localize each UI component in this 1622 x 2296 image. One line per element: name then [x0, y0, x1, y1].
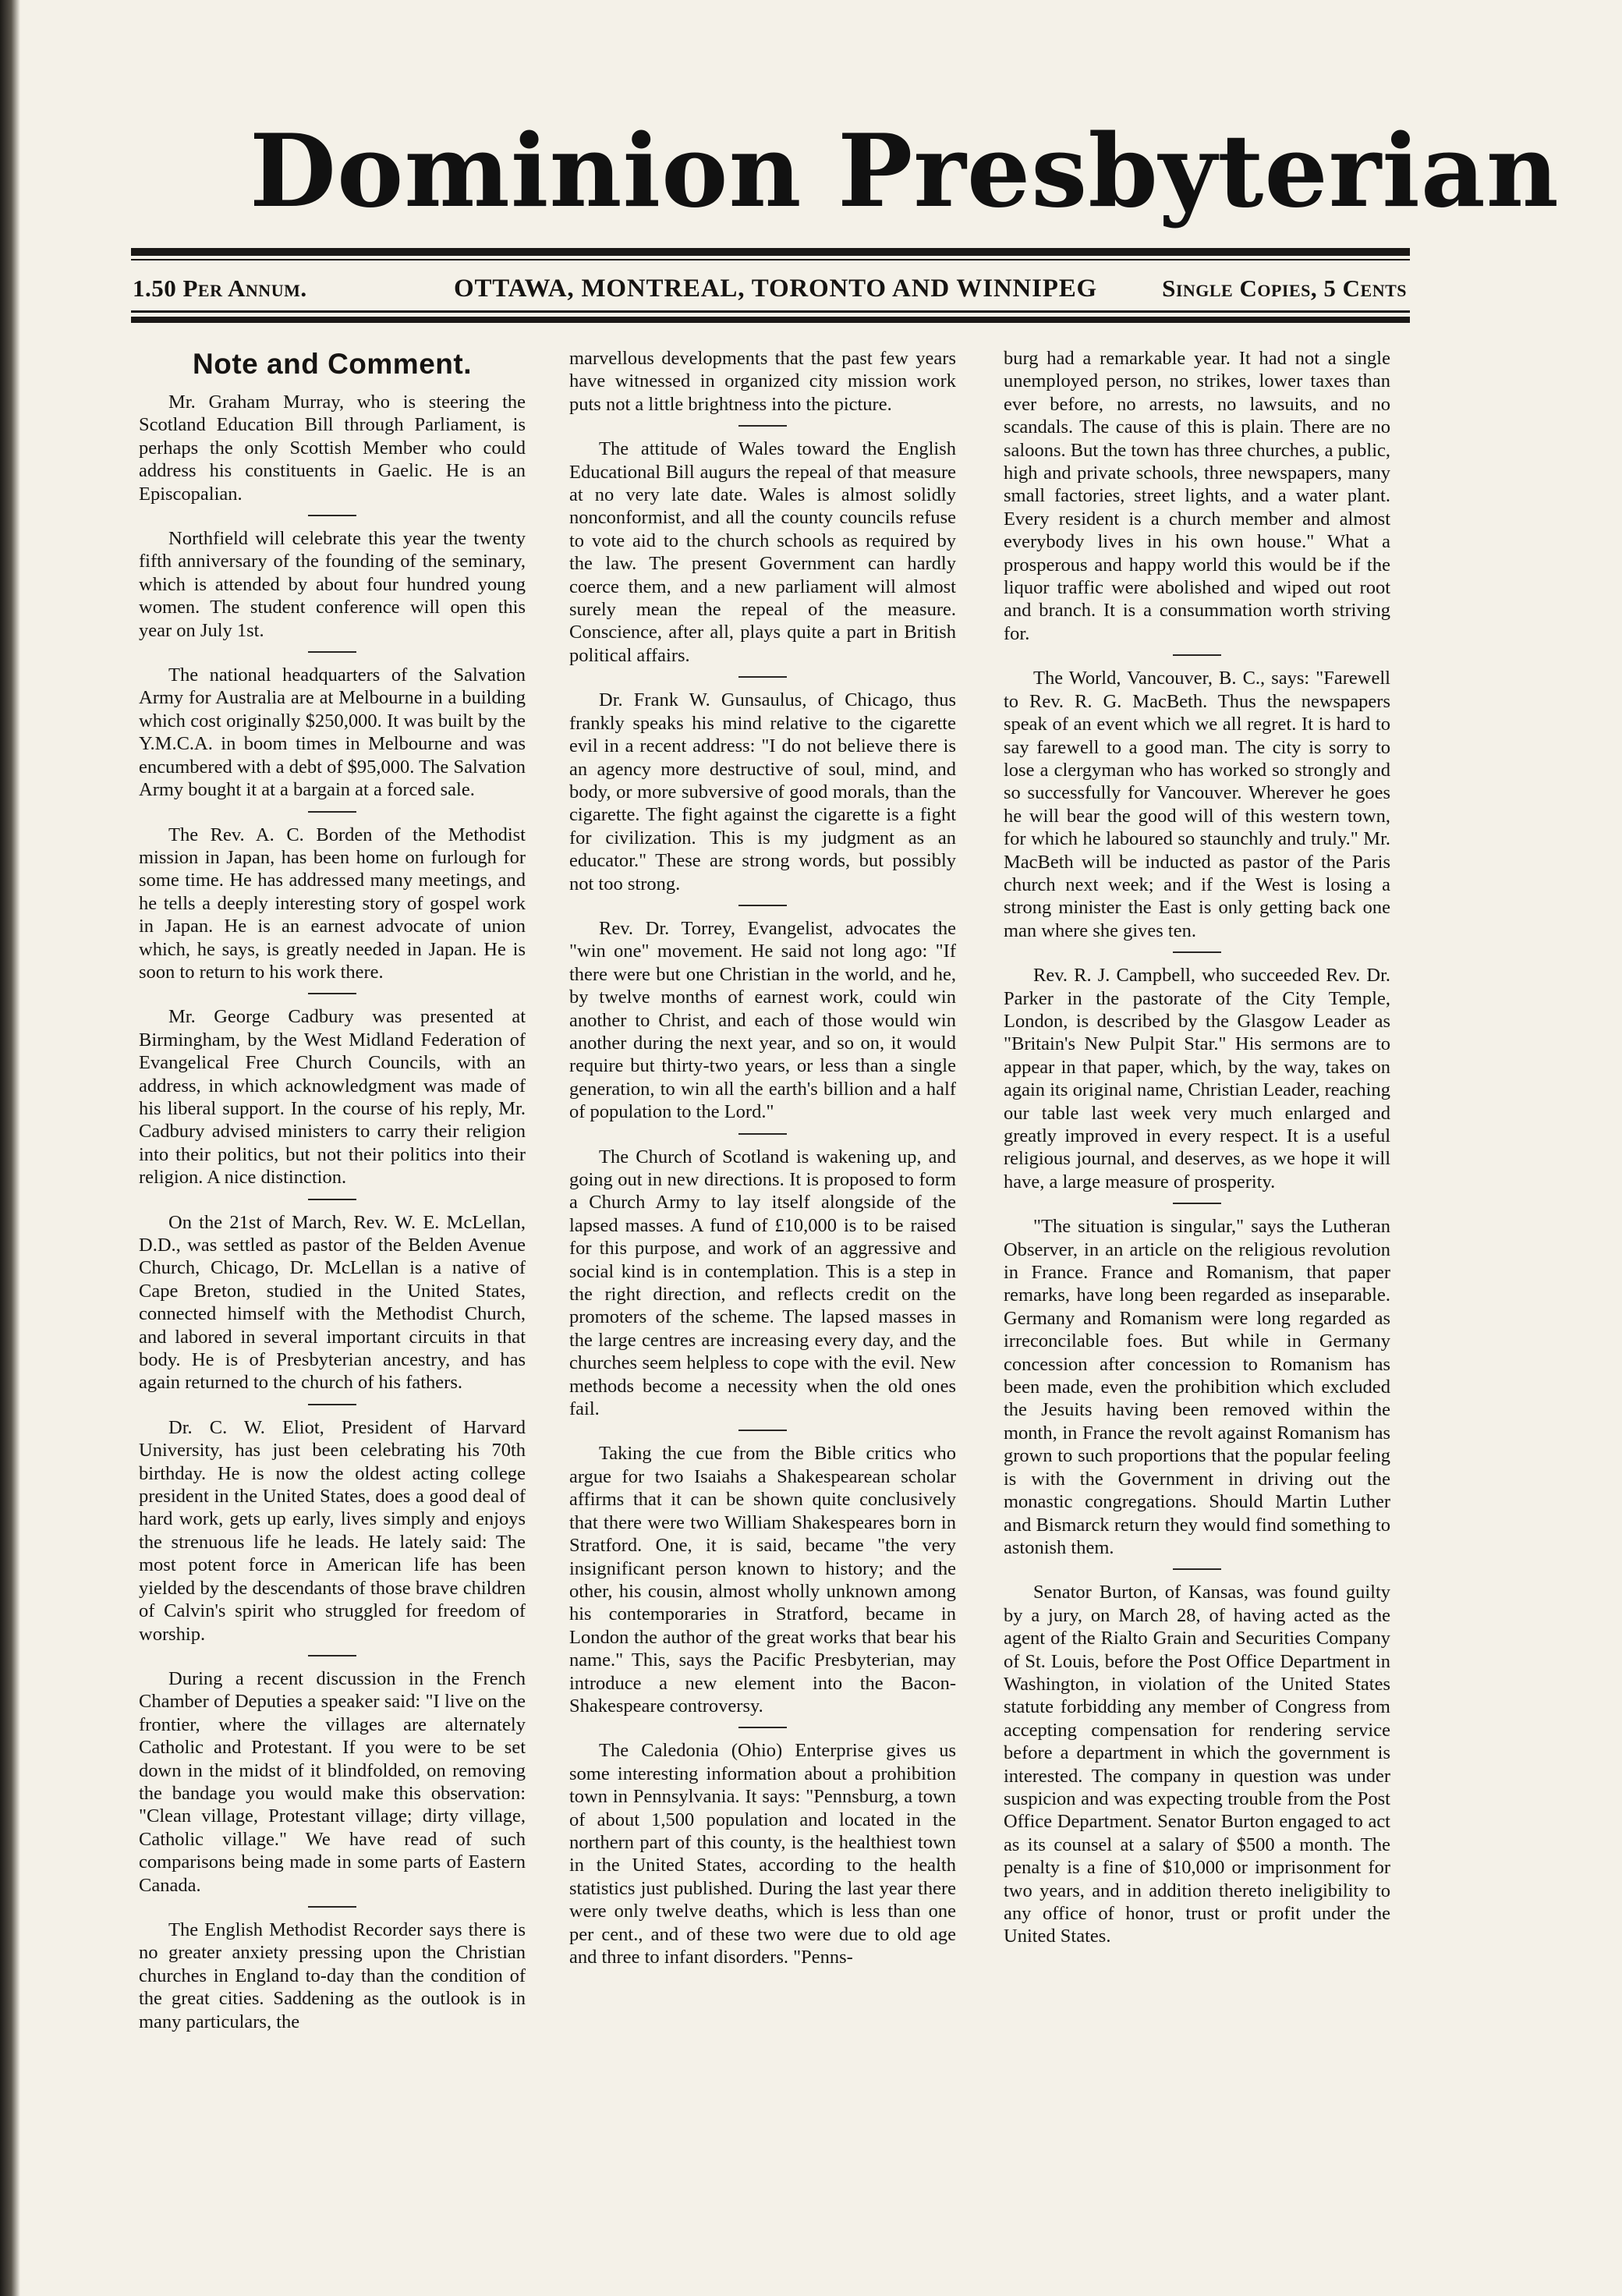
- article-paragraph: The Rev. A. C. Borden of the Methodist mission in Japan, has been home on furlough for some time. He has addressed many meetings, and he tells a deeply interesting story of gospel work in Japan. He is an earnest advocate of union which, he says, is greatly needed in Japan. He is soon to return to his work there.: [139, 824, 526, 983]
- item-separator: [738, 425, 787, 427]
- masthead-subhead: [131, 273, 1410, 304]
- item-separator: [308, 651, 356, 653]
- item-separator: [1173, 1568, 1221, 1570]
- item-separator: [738, 1133, 787, 1135]
- item-separator: [308, 993, 356, 994]
- item-separator: [738, 1430, 787, 1431]
- item-separator: [308, 1199, 356, 1200]
- article-paragraph: During a recent discussion in the French Chamber of Deputies a speaker said: "I live on the frontier, where the villages are alternately Catholic and Protestant. If you were to be set down in the midst of it blindfolded, on removing the bandage you would make this observation: "Clean village, Protestant village; dirty village, Catholic village." We have read of such comparisons being made in some parts of Eastern Canada.: [139, 1667, 526, 1896]
- article-paragraph: The national headquarters of the Salvation Army for Australia are at Melbourne in a building which cost originally $250,000. It was built by the Y.M.C.A. in boom times in Melbourne and was encumbered with a debt of $95,000. The Salvation Army bought it at a bargain at a forced sale.: [139, 664, 526, 801]
- article-paragraph: Rev. R. J. Campbell, who succeeded Rev. Dr. Parker in the pastorate of the City Temple, London, is described by the Glasgow Leader as "Britain's New Pulpit Star." His sermons are to appear in that paper, which, by the way, takes on again its original name, Christian Leader, reaching our table last week very much enlarged and greatly improved in every respect. It is a useful religious journal, and deserves, as we hope it will have, a large measure of prosperity.: [1004, 965, 1390, 1192]
- item-separator: [308, 1404, 356, 1405]
- subscription-price: 1.50 Per Annum.: [133, 275, 307, 302]
- article-paragraph: Rev. Dr. Torrey, Evangelist, advocates the "win one" movement. He said not long ago: "If there were but one Christian in the world, and he, by twelve months of earnest work, could win another to Christ, and each of those would win another during the next year, and so on, it would require but thirty-two years, or less than a single generation, to win all the earth's billion and a half of population to the Lord.": [569, 917, 956, 1123]
- masthead-rule-bottom-thin: [131, 310, 1410, 313]
- item-separator: [308, 1655, 356, 1656]
- item-separator: [738, 1727, 787, 1728]
- article-paragraph: The attitude of Wales toward the English Educational Bill augurs the repeal of that measure at no very late date. Wales is almost solidly nonconformist, and all the county councils refuse to vote aid to the church schools as required by the law. The present Government can hardly coerce them, and a new parliament will almost surely mean the repeal of the measure. Conscience, after all, plays quite a part in British political affairs.: [569, 438, 956, 666]
- column-2: [569, 347, 956, 2164]
- article-paragraph: On the 21st of March, Rev. W. E. McLellan, D.D., was settled as pastor of the Belden Avenue Church, Chicago, Dr. McLellan is a native of Cape Breton, studied in the United States, connected himself with the Methodist Church, and labored in several important circuits in that body. He is of Presbyterian ancestry, and has again returned to the church of his fathers.: [139, 1211, 526, 1394]
- item-separator: [738, 905, 787, 906]
- item-separator: [1173, 1203, 1221, 1204]
- article-paragraph: Dr. Frank W. Gunsaulus, of Chicago, thus frankly speaks his mind relative to the cigarette evil in a recent address: "I do not believe there is an agency more destructive of soul, mind, and body, or more subversive of good morals, than the cigarette. The fight against the cigarette is a fight for civilization. This is my judgment as an educator." These are strong words, but possibly not too strong.: [569, 689, 956, 895]
- section-title: Note and Comment.: [193, 348, 472, 380]
- article-paragraph: Dr. C. W. Eliot, President of Harvard University, has just been celebrating his 70th birthday. He is now the oldest acting college president in the United States, does a good deal of hard work, gets up early, lives simply and enjoys the strenuous life he leads. He lately said: The most potent force in American life has been yielded by the descendants of those brave children of Calvin's spirit who struggled for freedom of worship.: [139, 1416, 526, 1645]
- article-paragraph: "The situation is singular," says the Lutheran Observer, in an article on the religious revolution in France. France and Romanism, that paper remarks, have long been regarded as inseparable. Germany and Romanism were long regarded as irreconcilable foes. But while in Germany concession after concession to Romanism has been made, even the prohibition which excluded the Jesuits having been removed within the month, in France the revolt against Romanism has grown to such proportions that the popular feeling is with the Government in driving out the monastic congregations. Should Martin Luther and Bismarck return they would find something to astonish them.: [1004, 1216, 1390, 1558]
- item-separator: [308, 811, 356, 813]
- article-paragraph: Taking the cue from the Bible critics who argue for two Isaiahs a Shakespearean scholar affirms that it can be shown quite conclusively that there were two William Shakespeares born in Stratford. One, it is said, became "the very insignificant person known to history; and the other, his cousin, almost wholly unknown among his contemporaries in Stratford, became in London the author of the great works that bear his name." This, says the Pacific Presbyterian, may introduce a new element into the Bacon-Shakespeare controversy.: [569, 1443, 956, 1717]
- masthead-rule-top: [131, 248, 1410, 256]
- item-separator: [308, 515, 356, 516]
- item-separator: [1173, 654, 1221, 656]
- masthead-rule-top-thin: [131, 259, 1410, 260]
- article-paragraph: The English Methodist Recorder says there is no greater anxiety pressing upon the Christian churches in England to-day than the condition of the great cities. Saddening as the outlook is in many particulars, the: [139, 1919, 526, 2032]
- page-binding-edge: [0, 0, 20, 2296]
- article-paragraph: Northfield will celebrate this year the twenty fifth anniversary of the founding of the seminary, which is attended by about four hundred young women. The student conference will open this year on July 1st.: [139, 528, 526, 641]
- article-paragraph: Mr. George Cadbury was presented at Birmingham, by the West Midland Federation of Evangelical Free Church Councils, with an address, in which acknowledgment was made of his liberal support. In the course of his reply, Mr. Cadbury advised ministers to carry their religion into their politics, but not their politics into their religion. A nice distinction.: [139, 1006, 526, 1189]
- article-paragraph: The World, Vancouver, B. C., says: "Farewell to Rev. R. G. MacBeth. Thus the newspapers speak of an event which we all regret. It is hard to say farewell to a good man. The city is sorry to lose a clergyman who has worked so strongly and so successfully for Vancouver. Wherever he goes he will bear the good will of this western town, for which he laboured so staunchly and truly." Mr. MacBeth will be inducted as pastor of the Paris church next week; and if the West is losing a strong minister the East is only getting back one man where she gives ten.: [1004, 668, 1390, 941]
- column-3: [1004, 347, 1390, 2164]
- article-paragraph: The Caledonia (Ohio) Enterprise gives us some interesting information about a prohibition town in Pennsylvania. It says: "Pennsburg, a town of about 1,500 population and located in the northern part of this county, is the healthiest town in the United States, according to the health statistics just published. During the last year there were only twelve deaths, which is less than one per cent., and of these two were due to old age and three to infant disorders. "Penns-: [569, 1740, 956, 1968]
- item-separator: [308, 1906, 356, 1908]
- column-1: [139, 347, 526, 2164]
- article-paragraph-continued: burg had a remarkable year. It had not a single unemployed person, no strikes, lower taxes than ever before, no arrests, no lawsuits, and no scandals. The cause of this is plain. There are no saloons. But the town has three churches, a public, high and private schools, three newspapers, many small factories, street lights, and a water plant. Every resident is a church member and almost everybody lives in his own house." What a prosperous and happy world this would be if the liquor traffic were abolished and wiped out root and branch. It is a consummation worth striving for.: [1004, 348, 1390, 644]
- article-paragraph: The Church of Scotland is wakening up, and going out in new directions. It is proposed to form a Church Army to lay itself alongside of the lapsed masses. A fund of £10,000 is to be raised for this purpose, and work of an aggressive and social kind is in contemplation. This is a step in the right direction, and reflects credit on the promoters of the scheme. The lapsed masses in the large centres are increasing every day, and the churches seem helpless to cope with the evil. New methods become a necessity when the old ones fail.: [569, 1146, 956, 1420]
- article-paragraph: Senator Burton, of Kansas, was found guilty by a jury, on March 28, of having acted as the agent of the Rialto Grain and Securities Company of St. Louis, before the Post Office Department in Washington, in violation of the United States statute forbidding any member of Congress from accepting compensation for rendering service before a department in which the government is interested. The company in question was under suspicion and was expecting trouble from the Post Office Department. Senator Burton engaged to act as its counsel at a salary of $500 a month. The penalty is a fine of $10,000 or imprisonment for two years, and in addition thereto ineligibility to any office of honor, trust or profit under the United States.: [1004, 1582, 1390, 1947]
- article-paragraph: Mr. Graham Murray, who is steering the Scotland Education Bill through Parliament, is perhaps the only Scottish Member who could address his constituents in Gaelic. He is an Episcopalian.: [139, 392, 526, 505]
- single-copy-price: Single Copies, 5 Cents: [1162, 275, 1407, 302]
- item-separator: [738, 676, 787, 678]
- publication-cities: OTTAWA, MONTREAL, TORONTO AND WINNIPEG: [454, 275, 1097, 303]
- item-separator: [1173, 951, 1221, 953]
- article-paragraph-continued: marvellous developments that the past few years have witnessed in organized city mission work puts not a little brightness into the picture.: [569, 348, 956, 415]
- masthead-rule-bottom: [131, 317, 1410, 323]
- masthead-title: Dominion Presbyterian: [250, 113, 1560, 230]
